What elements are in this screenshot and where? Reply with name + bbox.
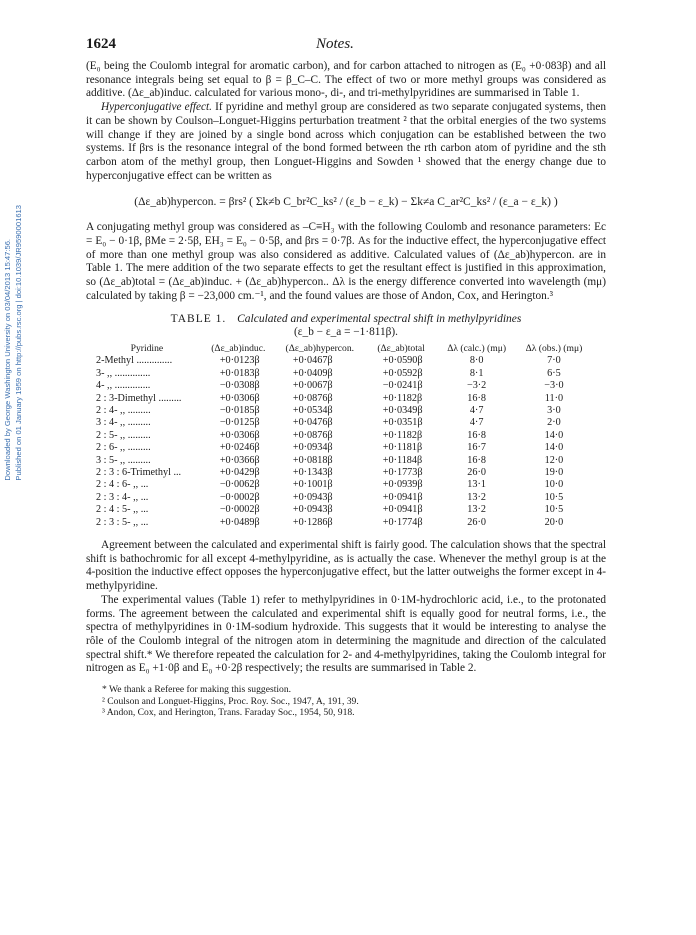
hypercon-cell: +0·1286β bbox=[292, 516, 333, 528]
footnote-andon: ³ Andon, Cox, and Herington, Trans. Faraday Soc., 1954, 50, 918. bbox=[102, 707, 355, 719]
hypercon-cell: +0·0467β bbox=[292, 355, 333, 367]
section-heading: Hyperconjugative effect. bbox=[101, 101, 212, 114]
hypercon-cell: +0·0818β bbox=[292, 454, 333, 466]
table-row bbox=[92, 355, 592, 367]
pyridine-cell: 2 : 3 : 6-Trimethyl ... bbox=[96, 467, 182, 479]
total-cell: +0·0351β bbox=[382, 417, 423, 429]
induc-cell: −0·0308β bbox=[219, 380, 260, 392]
obs-cell: 11·0 bbox=[544, 392, 564, 404]
table-row bbox=[92, 393, 592, 405]
pyridine-cell: 2 : 4 : 6- ,, ... bbox=[96, 479, 149, 491]
spectral-shift-table bbox=[92, 343, 592, 529]
table-row bbox=[92, 442, 592, 454]
calc-cell: 13·2 bbox=[467, 491, 486, 503]
obs-cell: 6·5 bbox=[547, 367, 561, 379]
col-obs: Δλ (obs.) (mμ) bbox=[525, 342, 583, 354]
pyridine-cell: 2 : 4- ,, ......... bbox=[96, 404, 151, 416]
pyridine-cell: 2 : 3-Dimethyl ......... bbox=[96, 392, 182, 404]
calc-cell: 4·7 bbox=[469, 404, 484, 416]
obs-cell: 3·0 bbox=[547, 404, 561, 416]
total-cell: +0·0592β bbox=[382, 367, 423, 379]
total-cell: +0·1182β bbox=[382, 429, 423, 441]
total-cell: +0·1181β bbox=[382, 442, 423, 454]
obs-cell: 19·0 bbox=[544, 467, 564, 479]
total-cell: +0·0349β bbox=[382, 404, 423, 416]
col-hypercon: (Δε_ab)hypercon. bbox=[285, 342, 355, 354]
total-cell: +0·1182β bbox=[382, 392, 423, 404]
hypercon-cell: +0·0409β bbox=[292, 367, 333, 379]
pyridine-cell: 2 : 3 : 4- ,, ... bbox=[96, 491, 149, 503]
paragraph-1: (E₀ being the Coulomb integral for aromatic carbon), and for carbon attached to nitrogen as (E₀ +0·083β) and all resonance integrals being set equal to β = β_C–C. The effect of two or more methyl groups was considered as additive. (Δε_ab)induc. calculated for various mono-, di-, and tri-methylpyridines are summarised in Table 1. bbox=[86, 60, 606, 100]
table-row bbox=[92, 417, 592, 429]
induc-cell: +0·0123β bbox=[219, 355, 260, 367]
main-column bbox=[86, 60, 606, 719]
footnote-coulson: ² Coulson and Longuet-Higgins, Proc. Roy. Soc., 1947, A, 191, 39. bbox=[102, 695, 359, 707]
publication-note: Published on 01 January 1959 on http://pubs.rsc.org | doi:10.1039/JR9590001613 bbox=[14, 205, 23, 481]
hypercon-cell: +0·0876β bbox=[292, 429, 333, 441]
pyridine-cell: 3 : 4- ,, ......... bbox=[96, 417, 151, 429]
table-label: TABLE 1. bbox=[170, 312, 227, 325]
induc-cell: +0·0183β bbox=[219, 367, 260, 379]
hypercon-cell: +0·0067β bbox=[292, 380, 333, 392]
table-row bbox=[92, 380, 592, 392]
hypercon-cell: +0·0476β bbox=[292, 417, 333, 429]
pyridine-cell: 2 : 6- ,, ......... bbox=[96, 442, 151, 454]
calc-cell: 13·1 bbox=[467, 479, 486, 491]
hypercon-cell: +0·0534β bbox=[292, 404, 333, 416]
calc-cell: 8·0 bbox=[469, 355, 484, 367]
induc-cell: −0·0062β bbox=[219, 479, 260, 491]
obs-cell: 14·0 bbox=[544, 442, 564, 454]
calc-cell: 26·0 bbox=[467, 467, 486, 479]
obs-cell: 14·0 bbox=[544, 429, 564, 441]
paragraph-4: Agreement between the calculated and experimental shift is fairly good. The calculation shows that the spectral shift is bathochromic for all except 4-methylpyridine, as is actually the case. Whenever the methyl group is at the 4-position the inductive effect opposes the hyperconjugative effect, but the latter outweighs the former except in 4-methylpyridine. bbox=[86, 539, 606, 593]
calc-cell: 26·0 bbox=[467, 516, 486, 528]
paragraph-2 bbox=[86, 101, 606, 183]
hypercon-cell: +0·1001β bbox=[292, 479, 333, 491]
col-pyridine: Pyridine bbox=[130, 342, 164, 354]
induc-cell: −0·0002β bbox=[219, 504, 260, 516]
download-note: Downloaded by George Washington University on 03/04/2013 15:47:56. bbox=[3, 238, 12, 481]
induc-cell: −0·0185β bbox=[219, 404, 260, 416]
induc-cell: +0·0306β bbox=[219, 429, 260, 441]
table-row bbox=[92, 368, 592, 380]
obs-cell: 7·0 bbox=[547, 355, 561, 367]
total-cell: +0·1773β bbox=[382, 467, 423, 479]
table-row bbox=[92, 479, 592, 491]
obs-cell: −3·0 bbox=[544, 380, 564, 392]
pyridine-cell: 2 : 3 : 5- ,, ... bbox=[96, 516, 149, 528]
table-row bbox=[92, 517, 592, 529]
hypercon-cell: +0·0943β bbox=[292, 504, 333, 516]
induc-cell: +0·0306β bbox=[219, 392, 260, 404]
pyridine-cell: 2 : 4 : 5- ,, ... bbox=[96, 504, 149, 516]
table-row bbox=[92, 467, 592, 479]
table-row bbox=[92, 405, 592, 417]
download-watermark bbox=[2, 205, 24, 481]
induc-cell: −0·0125β bbox=[219, 417, 260, 429]
total-cell: +0·0590β bbox=[382, 355, 423, 367]
induc-cell: +0·0366β bbox=[219, 454, 260, 466]
total-cell: +0·1774β bbox=[382, 516, 423, 528]
hypercon-cell: +0·0876β bbox=[292, 392, 333, 404]
total-cell: +0·0941β bbox=[382, 504, 423, 516]
pyridine-cell: 4- ,, .............. bbox=[96, 380, 151, 392]
total-cell: +0·0941β bbox=[382, 491, 423, 503]
col-induc: (Δε_ab)induc. bbox=[211, 342, 266, 354]
paragraph-2-text: If pyridine and methyl group are considered as two separate conjugated systems, then it can be shown by Coulson–Longuet-Higgins perturbation treatment ² that the orbital energies of the two systems will change if they are joined by a single bond across which conjugation can be established between the two systems. If βrs is the resonance integral of the bond formed between the rth carbon atom of pyridine and the sth carbon atom of the methyl group, then Longuet-Higgins and Sowden ¹ showed that the energy change due to hyperconjugative effect can be written as bbox=[86, 101, 606, 182]
page-header bbox=[86, 36, 606, 54]
total-cell: −0·0241β bbox=[382, 380, 423, 392]
table-header-row bbox=[92, 343, 592, 355]
paragraph-3: A conjugating methyl group was considered as –C≡H₃ with the following Coulomb and resonance parameters: Ec = E₀ − 0·1β, βMe = 2·5β, EH₃ = E₀ − 0·5β, and βrs = 0·7β. As for the inductive effect, the hyperconjugative effect of more than one methyl group was also considered as additive. Calculated values of (Δε_ab)hypercon. are in Table 1. The mere addition of the two separate effects to get the resultant effect is justified in this approximation, so (Δε_ab)total = (Δε_ab)induc. + (Δε_ab)hypercon.. Δλ is the energy difference converted into wavelength (mμ) calculated by taking β = −23,000 cm.⁻¹, and the found values are those of Andon, Cox, and Herington.³ bbox=[86, 221, 606, 302]
footnotes bbox=[86, 684, 606, 719]
table-title: Calculated and experimental spectral shift in methylpyridines bbox=[237, 312, 522, 325]
table-caption bbox=[86, 313, 606, 327]
total-cell: +0·1184β bbox=[382, 454, 423, 466]
induc-cell: +0·0489β bbox=[219, 516, 260, 528]
paragraph-5: The experimental values (Table 1) refer to methylpyridines in 0·1M-hydrochloric acid, i.e., to the protonated forms. The agreement between the calculated and experimental shift is equally good for neutral forms, i.e., the spectra of methylpyridines in 0·1M-sodium hydroxide. This suggests that it would be interesting to analyse the rôle of the Coulomb integral of the nitrogen atom in determining the magnitude and direction of the calculated spectral shift.* We therefore repeated the calculation for 2- and 4-methylpyridines, taking the Coulomb integral for nitrogen as E₀ +1·0β and E₀ +0·2β respectively; the results are summarised in Table 2. bbox=[86, 593, 606, 675]
running-title: Notes. bbox=[316, 36, 354, 52]
calc-cell: −3·2 bbox=[466, 380, 487, 392]
obs-cell: 12·0 bbox=[544, 454, 564, 466]
total-cell: +0·0939β bbox=[382, 479, 423, 491]
table-body bbox=[92, 355, 592, 529]
table-row bbox=[92, 455, 592, 467]
pyridine-cell: 3 : 5- ,, ......... bbox=[96, 454, 151, 466]
obs-cell: 10·5 bbox=[544, 491, 564, 503]
calc-cell: 13·2 bbox=[467, 504, 486, 516]
obs-cell: 20·0 bbox=[544, 516, 564, 528]
calc-cell: 4·7 bbox=[469, 417, 484, 429]
calc-cell: 16·7 bbox=[467, 442, 486, 454]
obs-cell: 10·0 bbox=[544, 479, 564, 491]
calc-cell: 16·8 bbox=[467, 454, 486, 466]
pyridine-cell: 2 : 5- ,, ......... bbox=[96, 429, 151, 441]
hypercon-cell: +0·1343β bbox=[292, 467, 333, 479]
col-total: (Δε_ab)total bbox=[377, 342, 425, 354]
induc-cell: +0·0429β bbox=[219, 467, 260, 479]
hypercon-cell: +0·0934β bbox=[292, 442, 333, 454]
table-row bbox=[92, 430, 592, 442]
page-number: 1624 bbox=[86, 36, 116, 52]
obs-cell: 2·0 bbox=[547, 417, 561, 429]
calc-cell: 8·1 bbox=[469, 367, 484, 379]
induc-cell: +0·0246β bbox=[219, 442, 260, 454]
obs-cell: 10·5 bbox=[544, 504, 564, 516]
footnote-referee: * We thank a Referee for making this suggestion. bbox=[102, 684, 292, 696]
hypercon-cell: +0·0943β bbox=[292, 491, 333, 503]
table-row bbox=[92, 492, 592, 504]
induc-cell: −0·0002β bbox=[219, 491, 260, 503]
col-calc: Δλ (calc.) (mμ) bbox=[447, 342, 507, 354]
calc-cell: 16·8 bbox=[467, 392, 486, 404]
pyridine-cell: 2-Methyl .............. bbox=[96, 355, 173, 367]
calc-cell: 16·8 bbox=[467, 429, 486, 441]
hyperconjugation-formula: (Δε_ab)hypercon. = βrs² ( Σk≠b C_br²C_ks² / (ε_b − ε_k) − Σk≠a C_ar²C_ks² / (ε_a − ε_k) ) bbox=[134, 196, 558, 209]
pyridine-cell: 3- ,, .............. bbox=[96, 367, 151, 379]
table-row bbox=[92, 504, 592, 516]
table-subcaption: (ε_b − ε_a = −1·811β). bbox=[294, 326, 398, 339]
